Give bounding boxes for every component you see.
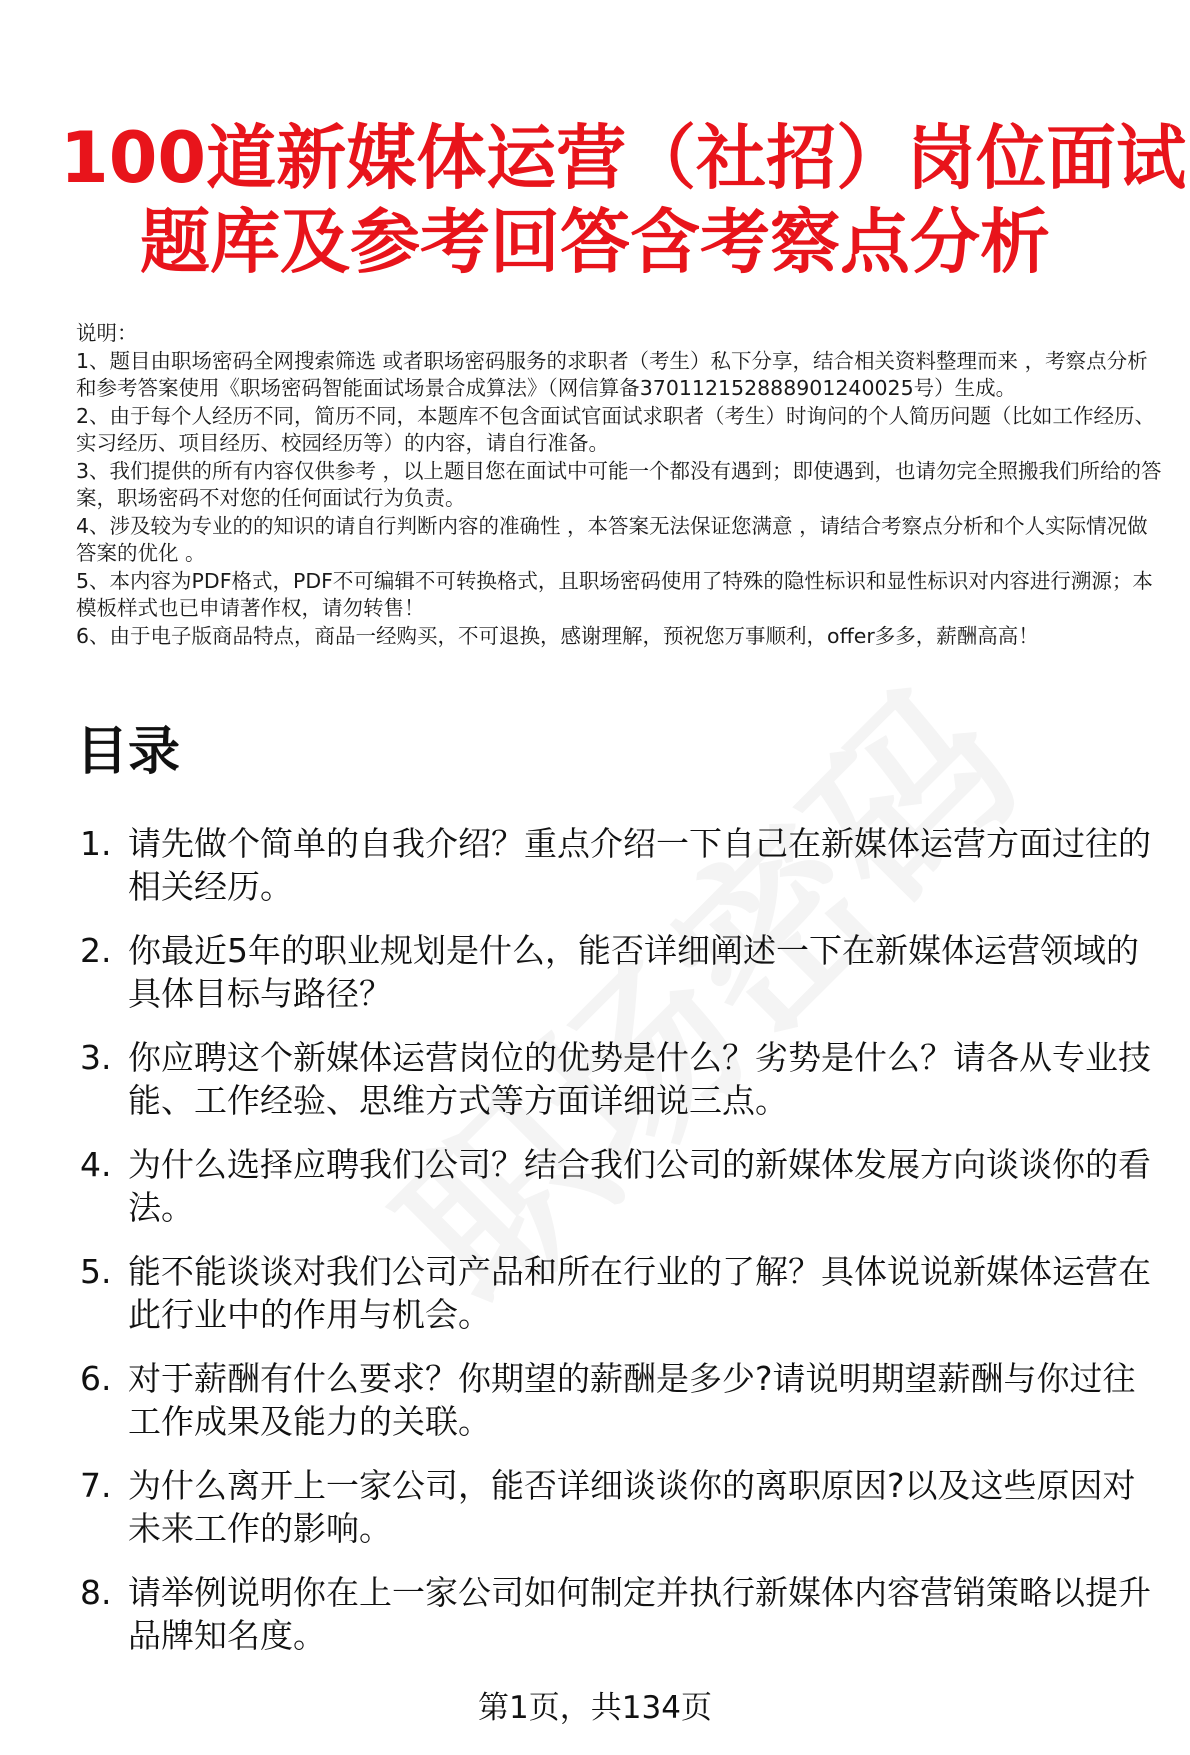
toc-item[interactable]: [76, 1143, 1168, 1229]
page-footer: 第1页，共134页: [478, 1690, 712, 1726]
toc-item[interactable]: [76, 822, 1168, 908]
toc-item-text: 请先做个简单的自我介绍？重点介绍一下自己在新媒体运营方面过往的相关经历。: [128, 824, 1151, 906]
toc-item[interactable]: [76, 1036, 1168, 1122]
note-item: 6、由于电子版商品特点，商品一经购买，不可退换，感谢理解，预祝您万事顺利，offer多多，薪酬高高！: [76, 623, 1039, 648]
toc-item-number: 8.: [80, 1573, 112, 1612]
title-line-1: 100道新媒体运营（社招）岗位面试: [60, 117, 1187, 199]
toc-item-text: 能不能谈谈对我们公司产品和所在行业的了解？具体说说新媒体运营在此行业中的作用与机会。: [128, 1252, 1151, 1334]
notes-heading: 说明：: [76, 321, 138, 345]
note-item: 5、本内容为PDF格式，PDF不可编辑不可转换格式，且职场密码使用了特殊的隐性标识和显性标识对内容进行溯源；本模板样式也已申请著作权，请勿转售！: [76, 568, 1153, 620]
toc-item-text: 你应聘这个新媒体运营岗位的优势是什么？劣势是什么？请各从专业技能、工作经验、思维方式等方面详细说三点。: [128, 1038, 1151, 1120]
toc-item-number: 7.: [80, 1466, 112, 1505]
note-item: 3、我们提供的所有内容仅供参考 ，以上题目您在面试中可能一个都没有遇到；即使遇到，也请勿完全照搬我们所给的答案，职场密码不对您的任何面试行为负责。: [76, 458, 1162, 510]
toc-heading: 目录: [76, 722, 181, 782]
toc-item[interactable]: [76, 929, 1168, 1015]
toc-item-number: 4.: [80, 1145, 112, 1184]
toc-item-number: 3.: [80, 1038, 112, 1077]
note-item: 1、题目由职场密码全网搜索筛选 或者职场密码服务的求职者（考生）私下分享，结合相关资料整理而来 ，考察点分析和参考答案使用《职场密码智能面试场景合成算法》（网信算备370112152888901240025号）生成。: [76, 348, 1148, 400]
toc-item[interactable]: [76, 1571, 1168, 1657]
title-line-2: 题库及参考回答含考察点分析: [140, 201, 1050, 283]
toc-item[interactable]: [76, 1357, 1168, 1443]
toc-item[interactable]: [76, 1250, 1168, 1336]
toc-item-text: 请举例说明你在上一家公司如何制定并执行新媒体内容营销策略以提升品牌知名度。: [128, 1573, 1151, 1655]
toc-item-text: 对于薪酬有什么要求？你期望的薪酬是多少?请说明期望薪酬与你过往工作成果及能力的关联。: [128, 1359, 1136, 1441]
toc-item-number: 2.: [80, 931, 112, 970]
toc-item-number: 5.: [80, 1252, 112, 1291]
toc-item-number: 1.: [80, 824, 112, 863]
toc-item-text: 为什么选择应聘我们公司？结合我们公司的新媒体发展方向谈谈你的看法。: [128, 1145, 1151, 1227]
document-title: [60, 116, 1187, 284]
toc-item-text: 为什么离开上一家公司，能否详细谈谈你的离职原因?以及这些原因对未来工作的影响。: [128, 1466, 1136, 1548]
toc-item-number: 6.: [80, 1359, 112, 1398]
toc-item-text: 你最近5年的职业规划是什么，能否详细阐述一下在新媒体运营领域的具体目标与路径？: [128, 931, 1139, 1013]
toc-list: [76, 822, 1168, 1678]
toc-item[interactable]: [76, 1464, 1168, 1550]
note-item: 4、涉及较为专业的的知识的请自行判断内容的准确性 ，本答案无法保证您满意 ，请结合考察点分析和个人实际情况做答案的优化 。: [76, 513, 1148, 565]
note-item: 2、由于每个人经历不同，简历不同，本题库不包含面试官面试求职者（考生）时询问的个人简历问题（比如工作经历、实习经历、项目经历、校园经历等）的内容，请自行准备。: [76, 403, 1156, 455]
notes-section: [76, 320, 1166, 650]
